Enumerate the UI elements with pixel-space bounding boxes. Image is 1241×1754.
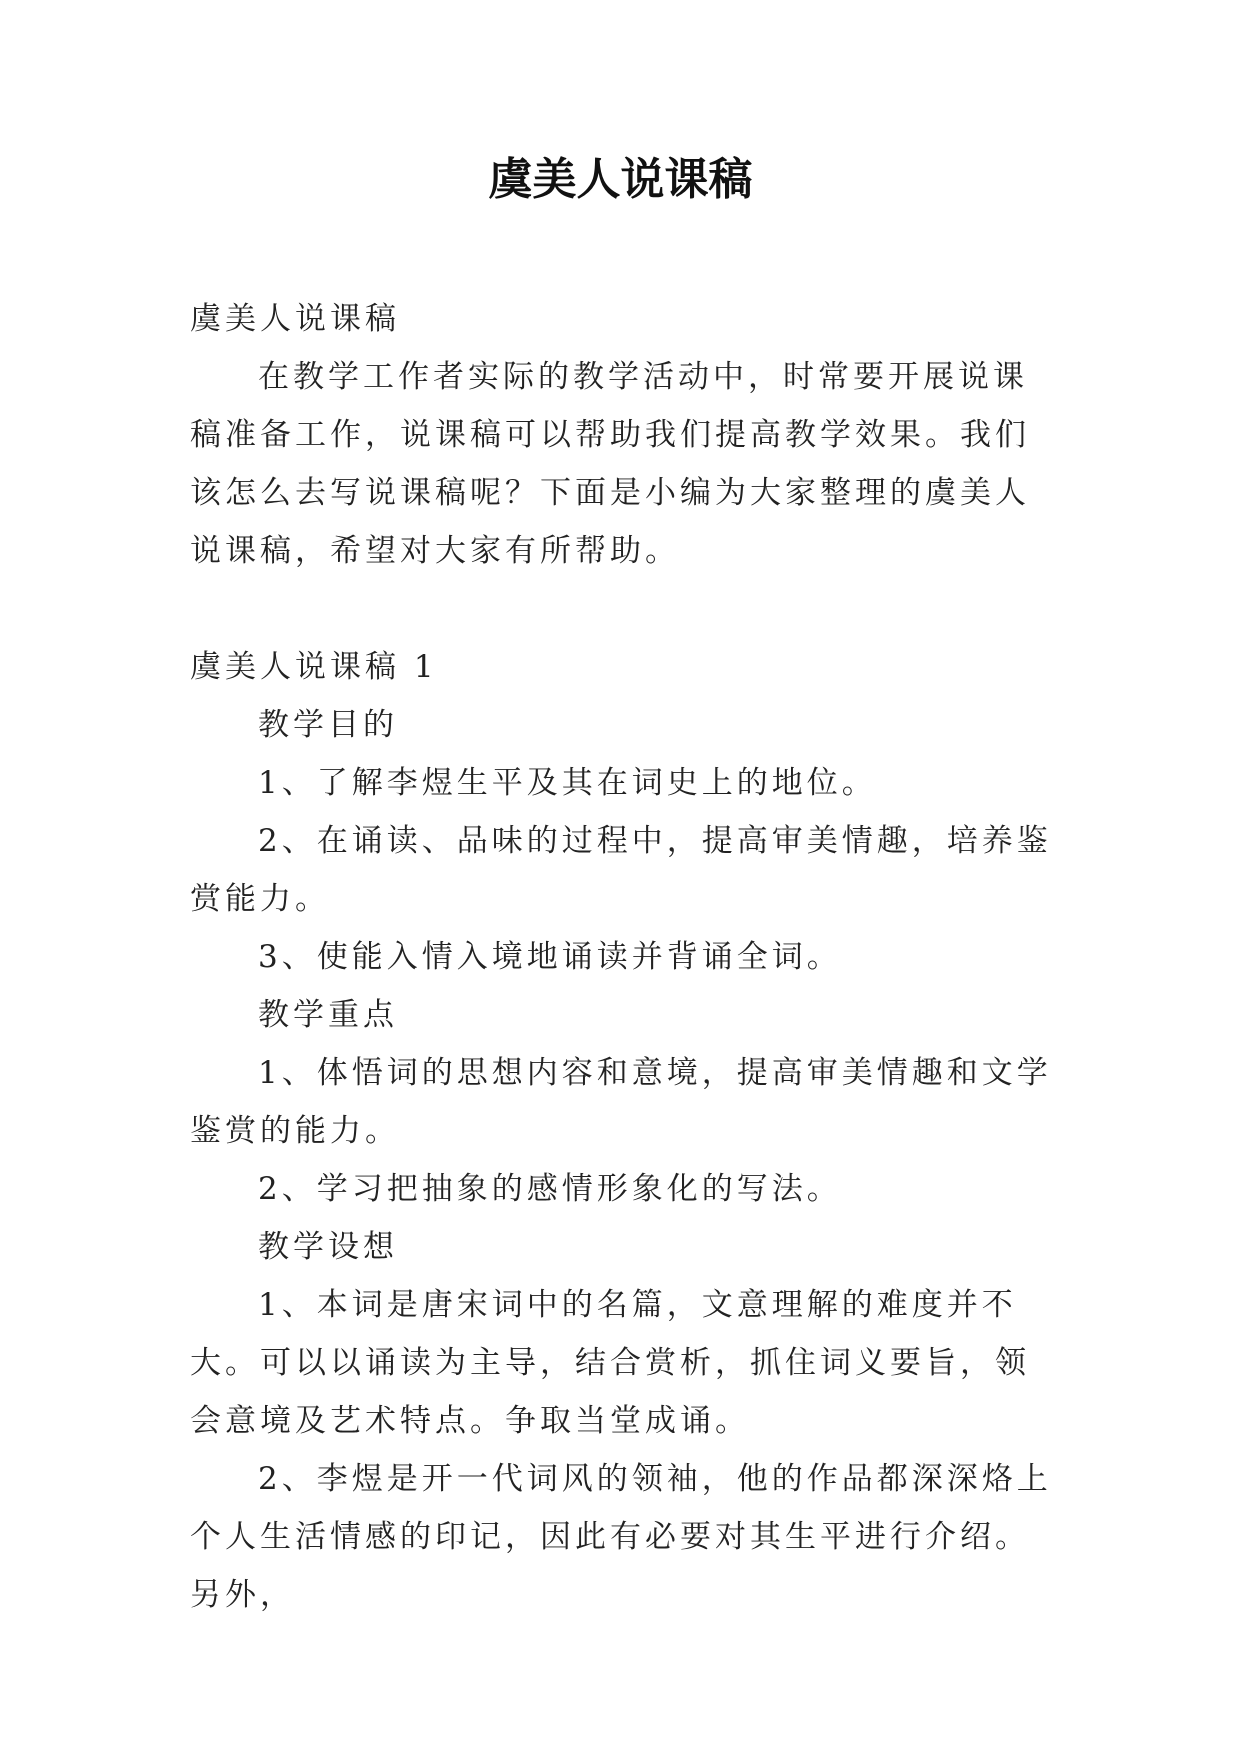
- subsection-heading-key-points: 教学重点: [258, 997, 398, 1033]
- design-item: 1、本词是唐宋词中的名篇，文意理解的难度并不大。可以以诵读为主导，结合赏析，抓住词义要旨，领会意境及艺术特点。争取当堂成诵。: [190, 1287, 1030, 1439]
- key-point-item: 2、学习把抽象的感情形象化的写法。: [258, 1171, 842, 1207]
- objective-item: 3、使能入情入境地诵读并背诵全词。: [258, 939, 842, 975]
- subsection-heading-objectives: 教学目的: [258, 707, 398, 743]
- design-item: 2、李煜是开一代词风的领袖，他的作品都深深烙上个人生活情感的印记，因此有必要对其生平进行介绍。另外，: [190, 1461, 1052, 1613]
- subsection-heading-design: 教学设想: [258, 1229, 398, 1265]
- objective-item: 2、在诵读、品味的过程中，提高审美情趣，培养鉴赏能力。: [190, 823, 1052, 917]
- key-point-item: 1、体悟词的思想内容和意境，提高审美情趣和文学鉴赏的能力。: [190, 1055, 1052, 1149]
- intro-paragraph: 在教学工作者实际的教学活动中，时常要开展说课稿准备工作，说课稿可以帮助我们提高教学效果。我们该怎么去写说课稿呢？下面是小编为大家整理的虞美人说课稿，希望对大家有所帮助。: [190, 359, 1030, 569]
- document-body: [190, 290, 1060, 1624]
- objective-item: 1、了解李煜生平及其在词史上的地位。: [258, 765, 877, 801]
- document-title: 虞美人说课稿: [488, 154, 753, 205]
- subtitle-paragraph: 虞美人说课稿: [190, 301, 400, 337]
- section-heading: 虞美人说课稿 1: [190, 649, 438, 685]
